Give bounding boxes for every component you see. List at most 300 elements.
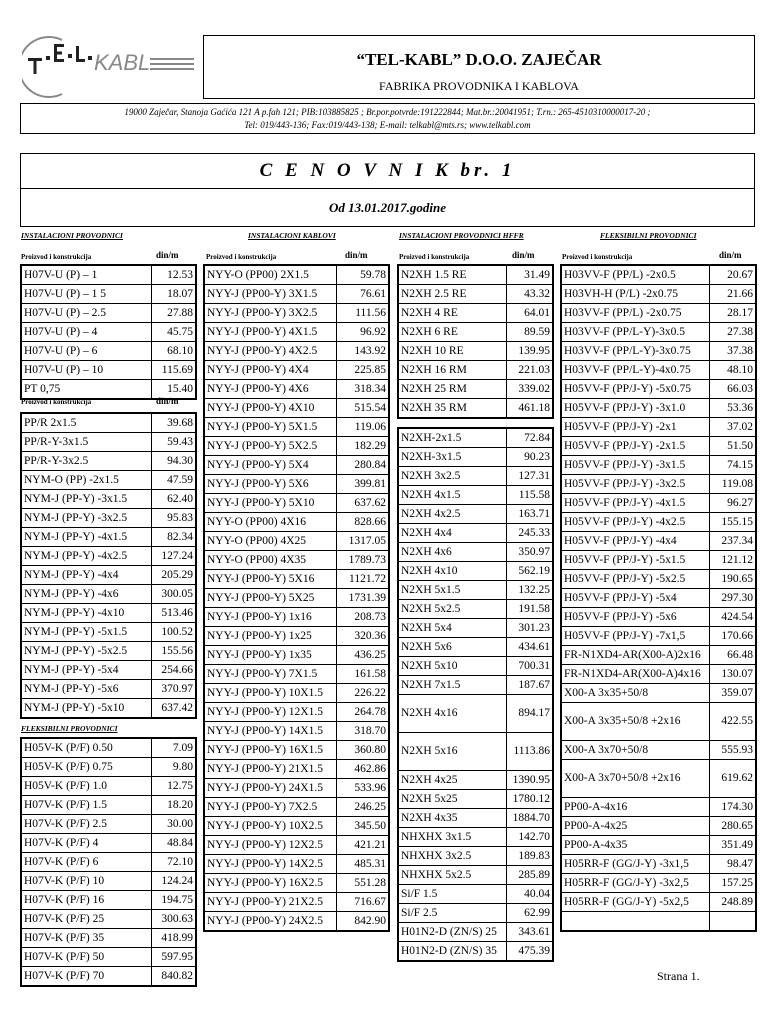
product-price: 94.30 (151, 452, 196, 471)
product-price: 551.28 (336, 874, 389, 893)
product-price: 115.58 (506, 486, 553, 505)
product-price: 155.15 (709, 513, 756, 532)
product-name: H05RR-F (GG/J-Y) -3x2,5 (561, 874, 709, 893)
product-price: 359.07 (709, 684, 756, 703)
product-price: 343.61 (506, 923, 553, 942)
table-row (561, 589, 756, 608)
product-name: PP/R-Y-3x1.5 (21, 433, 151, 452)
table-row (204, 912, 389, 932)
product-price: 248.89 (709, 893, 756, 912)
product-name: NHXHX 3x1.5 (398, 828, 506, 847)
product-name: N2XH 4x16 (398, 695, 506, 733)
product-name: H07V-K (P/F) 4 (21, 834, 151, 853)
table-row (21, 853, 196, 872)
product-price: 842.90 (336, 912, 389, 932)
product-price: 12.53 (151, 265, 196, 285)
table-row (204, 361, 389, 380)
table-row (21, 433, 196, 452)
table-row (398, 581, 553, 600)
product-name: NYM-J (PP-Y) -4x10 (21, 604, 151, 623)
product-name: Si/F 1.5 (398, 885, 506, 904)
table-row (204, 418, 389, 437)
table-row (561, 665, 756, 684)
product-price: 187.67 (506, 676, 553, 695)
product-name: N2XH 16 RM (398, 361, 506, 380)
product-price: 31.49 (506, 265, 553, 285)
product-name: N2XH 6 RE (398, 323, 506, 342)
table-row (21, 661, 196, 680)
table-row (204, 779, 389, 798)
product-name: H05RR-F (GG/J-Y) -3x1,5 (561, 855, 709, 874)
table-row (561, 418, 756, 437)
product-price: 45.75 (151, 323, 196, 342)
table-row (21, 361, 196, 380)
table-row (21, 265, 196, 285)
product-name: NYY-J (PP00-Y) 7X2.5 (204, 798, 336, 817)
product-price: 115.69 (151, 361, 196, 380)
product-price: 345.50 (336, 817, 389, 836)
product-name: NYM-J (PP-Y) -3x1.5 (21, 490, 151, 509)
product-price: 280.65 (709, 817, 756, 836)
product-name: PP/R-Y-3x2.5 (21, 452, 151, 471)
table-row (398, 304, 553, 323)
product-name: NHXHX 5x2.5 (398, 866, 506, 885)
product-price: 62.40 (151, 490, 196, 509)
table-row (21, 642, 196, 661)
product-price: 48.84 (151, 834, 196, 853)
table-row (21, 738, 196, 758)
table-row (398, 562, 553, 581)
table-row (561, 437, 756, 456)
table-row (561, 798, 756, 817)
table-row (204, 532, 389, 551)
product-price: 119.06 (336, 418, 389, 437)
product-name: H07V-K (P/F) 2.5 (21, 815, 151, 834)
table-row (398, 323, 553, 342)
table-row (21, 585, 196, 604)
product-name: N2XH 4x25 (398, 771, 506, 790)
table-row (398, 657, 553, 676)
product-name: NYY-J (PP00-Y) 12X1.5 (204, 703, 336, 722)
section-title-col1-flex: FLEKSIBILNI PROVODNICI (21, 724, 118, 733)
product-price: 90.23 (506, 448, 553, 467)
table-row (398, 885, 553, 904)
product-price: 18.07 (151, 285, 196, 304)
product-name: H05V-K (P/F) 0.50 (21, 738, 151, 758)
product-name: NYM-J (PP-Y) -5x10 (21, 699, 151, 719)
product-price: 66.03 (709, 380, 756, 399)
product-name: H01N2-D (ZN/S) 35 (398, 942, 506, 962)
product-price: 124.24 (151, 872, 196, 891)
table-row (21, 413, 196, 433)
svg-text:KABL: KABL (94, 50, 151, 75)
product-name: N2XH 4x1.5 (398, 486, 506, 505)
product-name: NYY-J (PP00-Y) 3X2.5 (204, 304, 336, 323)
product-price: 1121.72 (336, 570, 389, 589)
table-row (398, 695, 553, 733)
product-name: NYM-J (PP-Y) -3x2.5 (21, 509, 151, 528)
table-row (398, 942, 553, 962)
product-price: 399.81 (336, 475, 389, 494)
product-price: 190.65 (709, 570, 756, 589)
product-name: X00-A 3x70+50/8 (561, 741, 709, 760)
product-name: NYM-J (PP-Y) -4x2.5 (21, 547, 151, 566)
product-name: N2XH 4 RE (398, 304, 506, 323)
product-name: N2XH 4x35 (398, 809, 506, 828)
product-price: 280.84 (336, 456, 389, 475)
table-row (21, 623, 196, 642)
product-price: 66.48 (709, 646, 756, 665)
product-price: 127.24 (151, 547, 196, 566)
table-row (21, 528, 196, 547)
table-row (21, 323, 196, 342)
product-price: 513.46 (151, 604, 196, 623)
product-price: 1317.05 (336, 532, 389, 551)
table-row (21, 604, 196, 623)
product-name: H05V-K (P/F) 0.75 (21, 758, 151, 777)
table-row (398, 638, 553, 657)
product-name: NYM-O (PP) -2x1.5 (21, 471, 151, 490)
product-name: NYY-J (PP00-Y) 1x16 (204, 608, 336, 627)
product-name: N2XH 5x25 (398, 790, 506, 809)
product-price: 700.31 (506, 657, 553, 676)
col3-header: Proizvod i konstrukcija (399, 253, 470, 261)
product-price: 48.10 (709, 361, 756, 380)
product-name: PP00-A-4x25 (561, 817, 709, 836)
table-row (204, 760, 389, 779)
product-price: 300.05 (151, 585, 196, 604)
product-name: NHXHX 3x2.5 (398, 847, 506, 866)
price-table-col3-b (397, 427, 554, 962)
product-name: H01N2-D (ZN/S) 25 (398, 923, 506, 942)
product-price: 142.70 (506, 828, 553, 847)
product-name: H05VV-F (PP/J-Y) -2x1.5 (561, 437, 709, 456)
product-price: 424.54 (709, 608, 756, 627)
product-price: 840.82 (151, 967, 196, 987)
product-name: H07V-K (P/F) 25 (21, 910, 151, 929)
product-price: 320.36 (336, 627, 389, 646)
product-price: 350.97 (506, 543, 553, 562)
product-price: 422.55 (709, 703, 756, 741)
product-price: 226.22 (336, 684, 389, 703)
product-price: 100.52 (151, 623, 196, 642)
product-name: N2XH-3x1.5 (398, 448, 506, 467)
product-price: 1780.12 (506, 790, 553, 809)
product-price: 155.56 (151, 642, 196, 661)
product-name: N2XH-2x1.5 (398, 428, 506, 448)
product-name: N2XH 3x2.5 (398, 467, 506, 486)
table-row (204, 836, 389, 855)
table-row (398, 828, 553, 847)
logo-icon (22, 32, 202, 102)
table-row (204, 684, 389, 703)
product-price: 1884.70 (506, 809, 553, 828)
product-price: 237.34 (709, 532, 756, 551)
col1-header: Proizvod i konstrukcija (21, 253, 92, 261)
table-row (561, 646, 756, 665)
table-row (561, 703, 756, 741)
table-row (204, 437, 389, 456)
table-row (21, 796, 196, 815)
table-row (204, 798, 389, 817)
table-row (561, 342, 756, 361)
product-price: 161.58 (336, 665, 389, 684)
product-name: N2XH 25 RM (398, 380, 506, 399)
product-name: N2XH 5x4 (398, 619, 506, 638)
product-price: 555.93 (709, 741, 756, 760)
table-row (398, 733, 553, 771)
table-row (561, 323, 756, 342)
product-name: NYY-J (PP00-Y) 5X2.5 (204, 437, 336, 456)
table-row (398, 265, 553, 285)
product-name: H03VV-F (PP/L) -2x0.75 (561, 304, 709, 323)
table-row (204, 703, 389, 722)
product-price: 132.25 (506, 581, 553, 600)
product-name: X00-A 3x35+50/8 (561, 684, 709, 703)
product-name: NYY-J (PP00-Y) 4X1.5 (204, 323, 336, 342)
product-name: NYY-J (PP00-Y) 12X2.5 (204, 836, 336, 855)
table-row (398, 866, 553, 885)
table-row (204, 456, 389, 475)
table-row (561, 285, 756, 304)
table-row (398, 428, 553, 448)
table-row (398, 600, 553, 619)
product-name: H03VV-F (PP/L-Y)-3x0.5 (561, 323, 709, 342)
product-name: PP00-A-4x16 (561, 798, 709, 817)
company-subtitle: FABRIKA PROVODNIKA I KABLOVA (379, 79, 579, 93)
product-name: PT 0,75 (21, 380, 151, 400)
table-row (398, 342, 553, 361)
table-row (204, 475, 389, 494)
product-price: 53.36 (709, 399, 756, 418)
product-name: NYY-J (PP00-Y) 10X2.5 (204, 817, 336, 836)
table-row (21, 471, 196, 490)
product-price: 174.30 (709, 798, 756, 817)
product-price: 170.66 (709, 627, 756, 646)
table-row (21, 910, 196, 929)
product-name: NYY-O (PP00) 2X1.5 (204, 265, 336, 285)
product-name: N2XH 5x6 (398, 638, 506, 657)
product-name: NYY-J (PP00-Y) 3X1.5 (204, 285, 336, 304)
product-name: H05VV-F (PP/J-Y) -4x2.5 (561, 513, 709, 532)
product-price: 130.07 (709, 665, 756, 684)
table-row (398, 361, 553, 380)
product-name: NYY-O (PP00) 4X16 (204, 513, 336, 532)
table-row (21, 699, 196, 719)
product-price: 254.66 (151, 661, 196, 680)
table-row (204, 665, 389, 684)
table-row (21, 285, 196, 304)
product-name: H07V-U (P) – 2.5 (21, 304, 151, 323)
product-name: N2XH 4x2.5 (398, 505, 506, 524)
product-name: H05VV-F (PP/J-Y) -5x4 (561, 589, 709, 608)
product-name: NYM-J (PP-Y) -5x4 (21, 661, 151, 680)
company-address (20, 103, 755, 134)
product-price: 189.83 (506, 847, 553, 866)
table-row (204, 494, 389, 513)
col1-unit: din/m (156, 250, 179, 260)
product-name: NYY-J (PP00-Y) 5X1.5 (204, 418, 336, 437)
product-price: 72.84 (506, 428, 553, 448)
address-line-2: Tel: 019/443-136; Fax:019/443-138; E-mail: telkabl@mts.rs; www.telkabl.com (244, 120, 531, 130)
table-row (21, 872, 196, 891)
section-title-col4: FLEKSIBILNI PROVODNICI (600, 231, 697, 240)
product-price: 485.31 (336, 855, 389, 874)
table-row (21, 948, 196, 967)
price-table-col1-c (20, 737, 197, 987)
product-price: 297.30 (709, 589, 756, 608)
product-price: 182.29 (336, 437, 389, 456)
table-row (561, 570, 756, 589)
product-name: H03VV-F (PP/L-Y)-3x0.75 (561, 342, 709, 361)
col1-subunit: din/m (156, 396, 179, 406)
product-price: 76.61 (336, 285, 389, 304)
price-table-col4 (560, 264, 757, 932)
product-name: H05VV-F (PP/J-Y) -5x1.5 (561, 551, 709, 570)
table-row (398, 467, 553, 486)
table-row (398, 923, 553, 942)
product-name: FR-N1XD4-AR(X00-A)4x16 (561, 665, 709, 684)
product-name: N2XH 4x10 (398, 562, 506, 581)
product-price: 434.61 (506, 638, 553, 657)
table-row (561, 836, 756, 855)
product-name: NYM-J (PP-Y) -5x6 (21, 680, 151, 699)
product-price: 47.59 (151, 471, 196, 490)
table-row (204, 646, 389, 665)
table-row (204, 323, 389, 342)
pricelist-title: C E N O V N I K br. 1 (21, 154, 754, 189)
product-name: NYY-J (PP00-Y) 7X1.5 (204, 665, 336, 684)
product-name: H07V-K (P/F) 35 (21, 929, 151, 948)
product-price: 716.67 (336, 893, 389, 912)
product-price: 9.80 (151, 758, 196, 777)
table-row (561, 494, 756, 513)
product-name: H07V-U (P) – 10 (21, 361, 151, 380)
product-price: 475.39 (506, 942, 553, 962)
product-name: H05VV-F (PP/J-Y) -3x1.5 (561, 456, 709, 475)
product-price: 285.89 (506, 866, 553, 885)
product-name: H07V-K (P/F) 6 (21, 853, 151, 872)
product-name: NYY-J (PP00-Y) 5X16 (204, 570, 336, 589)
product-name: H05VV-F (PP/J-Y) -7x1,5 (561, 627, 709, 646)
product-price: 111.56 (336, 304, 389, 323)
table-row (204, 399, 389, 418)
product-name: NYY-J (PP00-Y) 5X6 (204, 475, 336, 494)
section-title-col3: INSTALACIONI PROVODNICI HFFR (399, 231, 524, 240)
product-name: NYM-J (PP-Y) -5x2.5 (21, 642, 151, 661)
product-price: 1390.95 (506, 771, 553, 790)
product-price: 37.02 (709, 418, 756, 437)
product-name: NYY-J (PP00-Y) 4X4 (204, 361, 336, 380)
product-name: H05VV-F (PP/J-Y) -5x6 (561, 608, 709, 627)
product-price: 637.42 (151, 699, 196, 719)
product-name: N2XH 2.5 RE (398, 285, 506, 304)
table-row (21, 342, 196, 361)
product-price: 418.99 (151, 929, 196, 948)
product-price: 163.71 (506, 505, 553, 524)
product-price: 245.33 (506, 524, 553, 543)
product-name: NYY-J (PP00-Y) 10X1.5 (204, 684, 336, 703)
product-price: 68.10 (151, 342, 196, 361)
table-row (398, 904, 553, 923)
product-price: 82.34 (151, 528, 196, 547)
table-row (204, 380, 389, 399)
table-row (21, 967, 196, 987)
table-row (561, 608, 756, 627)
table-row (204, 342, 389, 361)
product-name: NYY-J (PP00-Y) 1x35 (204, 646, 336, 665)
table-row (204, 741, 389, 760)
table-row (561, 874, 756, 893)
product-price: 194.75 (151, 891, 196, 910)
product-price: 64.01 (506, 304, 553, 323)
address-line-1: 19000 Zaječar, Stanoja Gaćića 121 A p.fah 121; PIB:103885825 ; Br.por.potvrde:191222844; Mat.br.:20041951; T.rn.: 265-4510310000017-20 ; (124, 107, 651, 117)
product-price: 74.15 (709, 456, 756, 475)
product-price: 246.25 (336, 798, 389, 817)
col1-subheader: Proizvod i konstrukcija (21, 398, 92, 406)
product-price: 139.95 (506, 342, 553, 361)
product-name: H03VV-F (PP/L-Y)-4x0.75 (561, 361, 709, 380)
product-price: 95.83 (151, 509, 196, 528)
product-price: 62.99 (506, 904, 553, 923)
product-name: N2XH 5x2.5 (398, 600, 506, 619)
product-price: 421.21 (336, 836, 389, 855)
col2-unit: din/m (345, 250, 368, 260)
product-name: NYY-J (PP00-Y) 21X1.5 (204, 760, 336, 779)
table-row (21, 777, 196, 796)
product-price: 515.54 (336, 399, 389, 418)
product-price: 221.03 (506, 361, 553, 380)
product-price: 191.58 (506, 600, 553, 619)
product-price: 462.86 (336, 760, 389, 779)
table-row (204, 551, 389, 570)
product-price: 360.80 (336, 741, 389, 760)
product-name: X00-A 3x70+50/8 +2x16 (561, 760, 709, 798)
table-row (561, 684, 756, 703)
product-name: NYY-J (PP00-Y) 24X1.5 (204, 779, 336, 798)
product-name: NYY-J (PP00-Y) 5X10 (204, 494, 336, 513)
col4-header: Proizvod i konstrukcija (562, 253, 633, 261)
table-row (561, 513, 756, 532)
table-row (398, 448, 553, 467)
product-price: 127.31 (506, 467, 553, 486)
product-price: 96.92 (336, 323, 389, 342)
product-name: NYY-J (PP00-Y) 4X6 (204, 380, 336, 399)
product-name: H07V-U (P) – 6 (21, 342, 151, 361)
product-price: 51.50 (709, 437, 756, 456)
product-price: 300.63 (151, 910, 196, 929)
product-name: NYY-O (PP00) 4X25 (204, 532, 336, 551)
table-row (398, 380, 553, 399)
table-row (398, 771, 553, 790)
table-row (204, 570, 389, 589)
table-row (398, 543, 553, 562)
product-name: H07V-K (P/F) 50 (21, 948, 151, 967)
product-name: H05VV-F (PP/J-Y) -4x4 (561, 532, 709, 551)
price-table-col1-b (20, 412, 197, 719)
product-price: 225.85 (336, 361, 389, 380)
col4-unit: din/m (719, 250, 742, 260)
table-row (204, 874, 389, 893)
product-name: NYY-J (PP00-Y) 5X25 (204, 589, 336, 608)
product-name: NYY-J (PP00-Y) 21X2.5 (204, 893, 336, 912)
table-row (561, 399, 756, 418)
product-price: 89.59 (506, 323, 553, 342)
product-name: NYY-J (PP00-Y) 14X1.5 (204, 722, 336, 741)
product-price: 637.62 (336, 494, 389, 513)
product-name: H07V-K (P/F) 70 (21, 967, 151, 987)
pricelist-header (20, 153, 755, 227)
